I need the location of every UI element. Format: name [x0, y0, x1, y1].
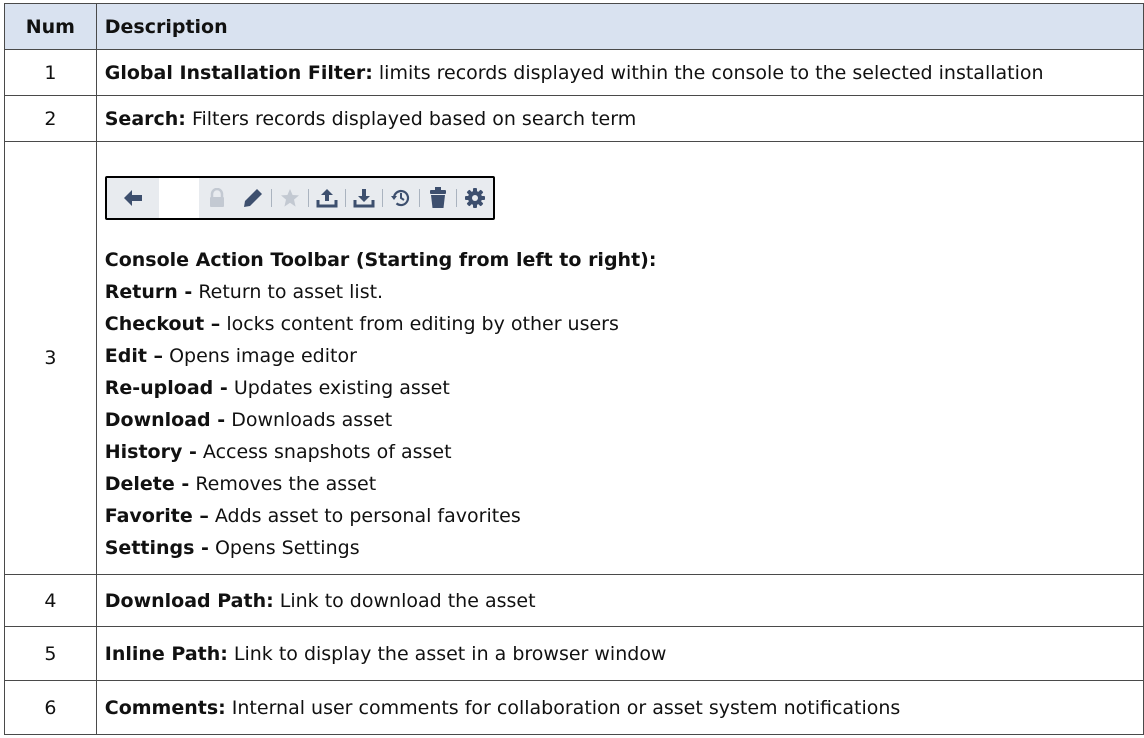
- download-icon: [353, 188, 375, 208]
- return-button[interactable]: [107, 178, 159, 218]
- list-item: [105, 436, 1143, 468]
- row-description: [96, 575, 1143, 627]
- edit-button[interactable]: [235, 178, 271, 218]
- term: Download Path:: [104, 589, 274, 612]
- delete-button[interactable]: [420, 178, 456, 218]
- term: Return -: [104, 281, 193, 303]
- definition: Updates existing asset: [227, 377, 450, 399]
- table-row: [5, 575, 1144, 627]
- list-item: [105, 500, 1143, 532]
- row-number: 4: [5, 575, 97, 627]
- row-description: [96, 627, 1143, 681]
- table-row: [5, 681, 1144, 735]
- term: Delete -: [104, 473, 190, 495]
- toolbar-title: [105, 244, 1143, 276]
- download-button[interactable]: [346, 178, 382, 218]
- settings-button[interactable]: [457, 178, 493, 218]
- list-item: [105, 468, 1143, 500]
- table-row: [5, 142, 1144, 575]
- term: Search:: [104, 107, 186, 130]
- definition: Internal user comments for collaboration or asset system notifications: [225, 696, 901, 719]
- upload-icon: [316, 188, 338, 208]
- term: Re-upload -: [104, 377, 228, 399]
- toolbar-title-text: Console Action Toolbar (Starting from left to right):: [104, 249, 657, 271]
- pencil-icon: [242, 187, 264, 209]
- definition: locks content from editing by other users: [220, 313, 619, 335]
- term: Edit –: [104, 345, 164, 367]
- arrow-left-icon: [123, 189, 143, 207]
- term: Inline Path:: [104, 642, 228, 665]
- definition: Opens Settings: [208, 537, 360, 559]
- term: Favorite –: [104, 505, 209, 527]
- list-item: [105, 340, 1143, 372]
- star-icon: [280, 188, 300, 208]
- checkout-button[interactable]: [199, 178, 235, 218]
- term: Settings -: [104, 537, 209, 559]
- term: Checkout –: [104, 313, 221, 335]
- definition: Downloads asset: [225, 409, 393, 431]
- table-row: [5, 50, 1144, 96]
- row-number: 6: [5, 681, 97, 735]
- definition: Removes the asset: [189, 473, 377, 495]
- table-row: [5, 96, 1144, 142]
- trash-icon: [429, 187, 447, 209]
- definition: limits records displayed within the console to the selected installation: [372, 61, 1044, 84]
- lock-icon: [208, 188, 226, 208]
- history-icon: [390, 187, 412, 209]
- row-number: 2: [5, 96, 97, 142]
- definition: Return to asset list.: [192, 281, 384, 303]
- description-header: Description: [96, 4, 1143, 50]
- row-description: [96, 50, 1143, 96]
- definition: Access snapshots of asset: [196, 441, 452, 463]
- row-description: [96, 681, 1143, 735]
- num-header: Num: [5, 4, 97, 50]
- row-number: 1: [5, 50, 97, 96]
- list-item: [105, 532, 1143, 564]
- row-description: [96, 142, 1143, 575]
- list-item: [105, 308, 1143, 340]
- row-number: 3: [5, 142, 97, 575]
- favorite-button[interactable]: [272, 178, 308, 218]
- gear-icon: [464, 187, 486, 209]
- term: Download -: [104, 409, 226, 431]
- header-row: [5, 4, 1144, 50]
- re-upload-button[interactable]: [309, 178, 345, 218]
- definition: Adds asset to personal favorites: [208, 505, 521, 527]
- table-row: [5, 627, 1144, 681]
- list-item: [105, 404, 1143, 436]
- blank-slot: [159, 178, 199, 218]
- term: Comments:: [104, 696, 226, 719]
- description-table: [4, 3, 1144, 735]
- definition: Link to download the asset: [273, 589, 536, 612]
- definition: Opens image editor: [163, 345, 357, 367]
- definition: Link to display the asset in a browser window: [227, 642, 667, 665]
- console-action-toolbar: [105, 176, 495, 220]
- list-item: [105, 276, 1143, 308]
- list-item: [105, 372, 1143, 404]
- row-description: [96, 96, 1143, 142]
- row-number: 5: [5, 627, 97, 681]
- term: History -: [104, 441, 197, 463]
- definition: Filters records displayed based on search term: [185, 107, 637, 130]
- term: Global Installation Filter:: [104, 61, 373, 84]
- history-button[interactable]: [383, 178, 419, 218]
